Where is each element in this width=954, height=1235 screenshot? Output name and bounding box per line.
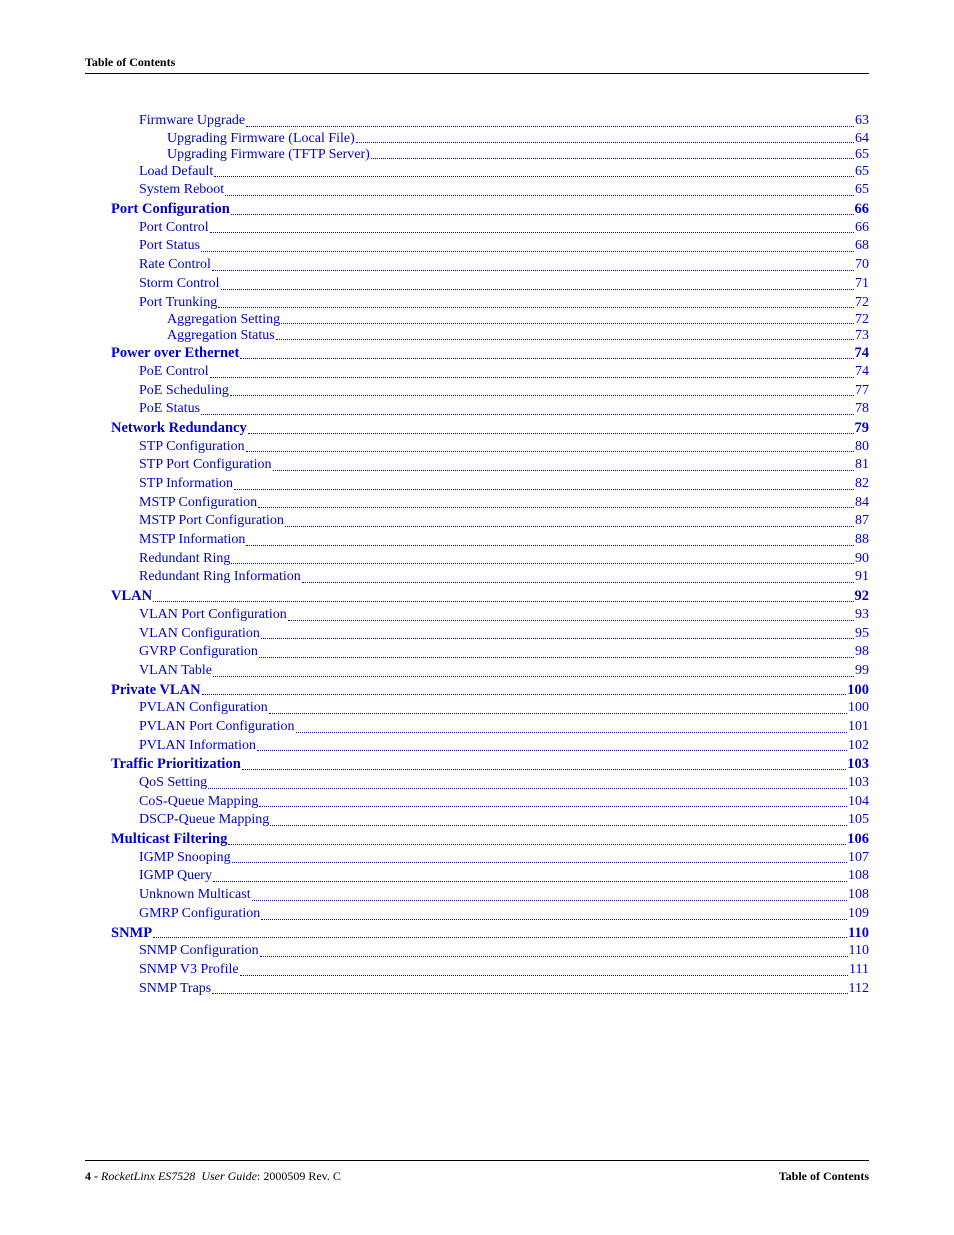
toc-entry-title: Port Control: [139, 219, 209, 235]
toc-leader-dots: [246, 545, 854, 546]
toc-entry-page: 65: [855, 146, 869, 162]
toc-entry-page: 70: [855, 257, 869, 273]
toc-leader-dots: [296, 732, 847, 733]
footer-section: Table of Contents: [778, 1169, 869, 1183]
toc-entry[interactable]: [111, 200, 869, 219]
toc-leader-dots: [230, 395, 854, 396]
toc-entry-page: 110: [848, 943, 869, 959]
toc-entry[interactable]: [111, 256, 869, 275]
toc-leader-dots: [246, 126, 854, 127]
toc-entry-page: 93: [855, 606, 869, 622]
toc-entry-page: 95: [855, 625, 869, 641]
toc-entry-page: 84: [855, 494, 869, 510]
toc-entry[interactable]: [111, 681, 869, 700]
toc-entry-page: 77: [855, 382, 869, 398]
toc-entry[interactable]: [111, 699, 869, 718]
toc-entry-title: Aggregation Status: [167, 328, 275, 344]
toc-entry-page: 111: [849, 961, 869, 977]
toc-entry-title: SNMP: [111, 924, 153, 941]
toc-entry-title: Traffic Prioritization: [111, 756, 241, 773]
toc-entry-title: VLAN Table: [139, 662, 213, 678]
toc-entry[interactable]: [111, 830, 869, 849]
toc-entry-page: 74: [854, 345, 869, 362]
toc-entry[interactable]: [111, 112, 869, 131]
toc-leader-dots: [201, 251, 854, 252]
toc-entry-page: 100: [848, 700, 869, 716]
toc-leader-dots: [210, 232, 854, 233]
toc-entry-title: Redundant Ring Information: [139, 569, 301, 585]
toc-entry-title: Firmware Upgrade: [139, 113, 246, 128]
toc-entry-page: 108: [848, 868, 869, 884]
toc-entry-title: VLAN Configuration: [139, 625, 260, 641]
table-of-contents: [111, 112, 869, 998]
toc-entry[interactable]: [111, 718, 869, 737]
toc-entry[interactable]: [111, 219, 869, 238]
toc-entry-page: 103: [847, 756, 869, 773]
toc-leader-dots: [302, 582, 854, 583]
toc-entry[interactable]: [111, 344, 869, 363]
toc-entry[interactable]: [111, 924, 869, 943]
toc-entry-title: Power over Ethernet: [111, 345, 240, 362]
toc-entry-page: 104: [848, 793, 869, 809]
toc-entry-title: QoS Setting: [139, 775, 208, 790]
toc-entry-page: 66: [855, 219, 869, 235]
toc-entry-title: PoE Status: [139, 401, 201, 417]
toc-entry[interactable]: [111, 961, 869, 980]
toc-entry-page: 63: [855, 113, 869, 128]
toc-entry[interactable]: [111, 980, 869, 999]
toc-entry[interactable]: [111, 382, 869, 401]
toc-entry-page: 92: [854, 588, 869, 605]
toc-entry-page: 68: [855, 238, 869, 254]
toc-entry-page: 101: [848, 718, 869, 734]
toc-leader-dots: [212, 993, 847, 994]
toc-leader-dots: [213, 676, 854, 677]
toc-leader-dots: [153, 601, 853, 602]
toc-entry[interactable]: [111, 643, 869, 662]
toc-entry-page: 110: [848, 924, 869, 941]
toc-leader-dots: [201, 414, 854, 415]
toc-entry-title: System Reboot: [139, 182, 225, 198]
toc-entry[interactable]: [111, 363, 869, 382]
footer-doc-number: : 2000509 Rev. C: [256, 1169, 341, 1183]
toc-entry[interactable]: [111, 419, 869, 438]
toc-leader-dots: [259, 806, 847, 807]
toc-leader-dots: [273, 470, 855, 471]
toc-entry[interactable]: [111, 755, 869, 774]
toc-leader-dots: [240, 358, 853, 359]
toc-leader-dots: [208, 788, 847, 789]
toc-entry-page: 78: [855, 401, 869, 417]
toc-entry[interactable]: [111, 475, 869, 494]
toc-entry-page: 73: [855, 328, 869, 344]
toc-leader-dots: [288, 620, 854, 621]
toc-leader-dots: [281, 323, 854, 324]
toc-leader-dots: [153, 937, 847, 938]
toc-entry[interactable]: [111, 131, 869, 147]
toc-entry-page: 66: [854, 201, 869, 218]
toc-entry-title: DSCP-Queue Mapping: [139, 812, 270, 828]
toc-entry-page: 108: [848, 887, 869, 903]
running-header: Table of Contents: [85, 55, 176, 69]
toc-entry-title: Load Default: [139, 163, 214, 179]
toc-entry[interactable]: [111, 662, 869, 681]
toc-leader-dots: [210, 377, 854, 378]
toc-entry[interactable]: [111, 867, 869, 886]
toc-entry-title: Upgrading Firmware (TFTP Server): [167, 146, 370, 162]
toc-entry-page: 71: [855, 275, 869, 291]
toc-entry-title: IGMP Snooping: [139, 849, 231, 865]
toc-entry-title: GMRP Configuration: [139, 905, 261, 921]
toc-leader-dots: [202, 694, 847, 695]
footer-rule: [85, 1160, 869, 1161]
toc-entry-page: 103: [848, 775, 869, 790]
toc-entry-page: 112: [848, 980, 869, 996]
toc-entry-title: VLAN: [111, 588, 153, 605]
toc-leader-dots: [248, 433, 854, 434]
toc-entry[interactable]: [111, 942, 869, 961]
toc-entry-page: 64: [855, 130, 869, 146]
toc-entry[interactable]: [111, 905, 869, 924]
toc-entry-page: 105: [848, 812, 869, 828]
toc-leader-dots: [261, 638, 854, 639]
toc-entry-title: CoS-Queue Mapping: [139, 793, 259, 809]
toc-leader-dots: [231, 214, 854, 215]
toc-entry[interactable]: [111, 793, 869, 812]
toc-leader-dots: [214, 176, 854, 177]
toc-entry-page: 87: [855, 513, 869, 529]
toc-entry-title: MSTP Configuration: [139, 494, 258, 510]
toc-entry-title: Port Status: [139, 238, 201, 254]
footer-left: [85, 1169, 341, 1184]
toc-entry[interactable]: [111, 568, 869, 587]
toc-entry-title: Aggregation Setting: [167, 312, 281, 328]
toc-entry-title: PoE Control: [139, 363, 209, 379]
footer-product: RocketLinx ES7528: [101, 1169, 196, 1183]
toc-leader-dots: [225, 195, 854, 196]
toc-entry-title: Port Trunking: [139, 294, 218, 310]
toc-entry[interactable]: [111, 606, 869, 625]
header-rule: [85, 73, 869, 74]
toc-entry-title: SNMP Configuration: [139, 943, 259, 959]
toc-entry-title: MSTP Information: [139, 532, 246, 548]
toc-entry-title: Rate Control: [139, 257, 211, 273]
toc-entry-title: PVLAN Information: [139, 737, 257, 753]
toc-entry-page: 65: [855, 182, 869, 198]
toc-entry-page: 80: [855, 438, 869, 454]
toc-leader-dots: [260, 956, 848, 957]
toc-entry-title: STP Configuration: [139, 438, 245, 454]
toc-leader-dots: [246, 451, 854, 452]
toc-leader-dots: [221, 289, 854, 290]
toc-entry[interactable]: [111, 294, 869, 313]
toc-entry[interactable]: [111, 312, 869, 328]
toc-entry-title: GVRP Configuration: [139, 644, 258, 660]
toc-entry-page: 99: [855, 662, 869, 678]
toc-entry-page: 82: [855, 476, 869, 491]
toc-entry-title: Multicast Filtering: [111, 831, 228, 848]
toc-entry[interactable]: [111, 811, 869, 830]
toc-entry[interactable]: [111, 438, 869, 457]
toc-entry-page: 106: [847, 831, 869, 848]
toc-entry[interactable]: [111, 774, 869, 793]
toc-leader-dots: [232, 862, 847, 863]
toc-entry[interactable]: [111, 275, 869, 294]
toc-entry-title: PVLAN Configuration: [139, 700, 268, 716]
footer-guide: User Guide: [201, 1169, 257, 1183]
toc-entry-title: STP Port Configuration: [139, 457, 272, 473]
toc-leader-dots: [269, 713, 847, 714]
toc-leader-dots: [285, 526, 854, 527]
toc-leader-dots: [252, 900, 847, 901]
toc-leader-dots: [257, 750, 847, 751]
toc-entry-page: 81: [855, 457, 869, 473]
toc-entry-title: IGMP Query: [139, 868, 212, 884]
toc-leader-dots: [270, 825, 847, 826]
toc-leader-dots: [240, 975, 848, 976]
toc-entry[interactable]: [111, 163, 869, 182]
toc-entry-title: SNMP Traps: [139, 980, 212, 996]
toc-leader-dots: [218, 307, 854, 308]
toc-entry-title: Storm Control: [139, 275, 220, 291]
toc-entry-page: 72: [855, 294, 869, 310]
toc-leader-dots: [276, 339, 854, 340]
toc-entry[interactable]: [111, 494, 869, 513]
toc-entry[interactable]: [111, 512, 869, 531]
toc-entry-title: Upgrading Firmware (Local File): [167, 130, 355, 146]
toc-entry-page: 91: [855, 569, 869, 585]
toc-leader-dots: [212, 270, 854, 271]
toc-leader-dots: [228, 844, 846, 845]
toc-entry-title: PVLAN Port Configuration: [139, 718, 295, 734]
toc-leader-dots: [231, 563, 854, 564]
toc-entry[interactable]: [111, 550, 869, 569]
toc-entry-page: 90: [855, 550, 869, 566]
toc-entry-title: Port Configuration: [111, 201, 230, 218]
toc-entry[interactable]: [111, 737, 869, 756]
toc-entry[interactable]: [111, 147, 869, 163]
toc-leader-dots: [371, 158, 854, 159]
toc-leader-dots: [213, 881, 847, 882]
toc-leader-dots: [234, 489, 854, 490]
footer-page-prefix: 4 -: [85, 1169, 101, 1183]
toc-leader-dots: [258, 507, 854, 508]
toc-leader-dots: [259, 657, 854, 658]
toc-entry-page: 88: [855, 532, 869, 548]
toc-entry-page: 79: [854, 419, 869, 436]
toc-entry-page: 102: [848, 737, 869, 753]
toc-entry-title: SNMP V3 Profile: [139, 961, 239, 977]
toc-entry[interactable]: [111, 587, 869, 606]
toc-entry[interactable]: [111, 400, 869, 419]
toc-entry-page: 74: [855, 363, 869, 379]
toc-entry[interactable]: [111, 531, 869, 550]
toc-entry-title: Unknown Multicast: [139, 887, 251, 903]
toc-entry-title: Network Redundancy: [111, 419, 247, 436]
toc-entry-title: MSTP Port Configuration: [139, 513, 284, 529]
toc-entry-title: PoE Scheduling: [139, 382, 229, 398]
toc-entry[interactable]: [111, 181, 869, 200]
toc-entry-page: 109: [848, 905, 869, 921]
running-footer: [85, 1169, 869, 1184]
toc-entry[interactable]: [111, 237, 869, 256]
toc-entry-title: STP Information: [139, 476, 233, 491]
toc-entry-title: Private VLAN: [111, 681, 201, 698]
toc-entry[interactable]: [111, 886, 869, 905]
toc-entry-page: 107: [848, 849, 869, 865]
toc-entry-page: 100: [847, 681, 869, 698]
toc-entry-page: 98: [855, 644, 869, 660]
toc-entry-page: 65: [855, 163, 869, 179]
toc-leader-dots: [242, 769, 846, 770]
toc-entry-page: 72: [855, 312, 869, 328]
toc-entry[interactable]: [111, 328, 869, 344]
toc-entry[interactable]: [111, 849, 869, 868]
toc-entry-title: Redundant Ring: [139, 550, 231, 566]
toc-entry-title: VLAN Port Configuration: [139, 606, 287, 622]
toc-leader-dots: [261, 919, 847, 920]
toc-entry[interactable]: [111, 625, 869, 644]
toc-entry[interactable]: [111, 456, 869, 475]
toc-leader-dots: [356, 142, 854, 143]
